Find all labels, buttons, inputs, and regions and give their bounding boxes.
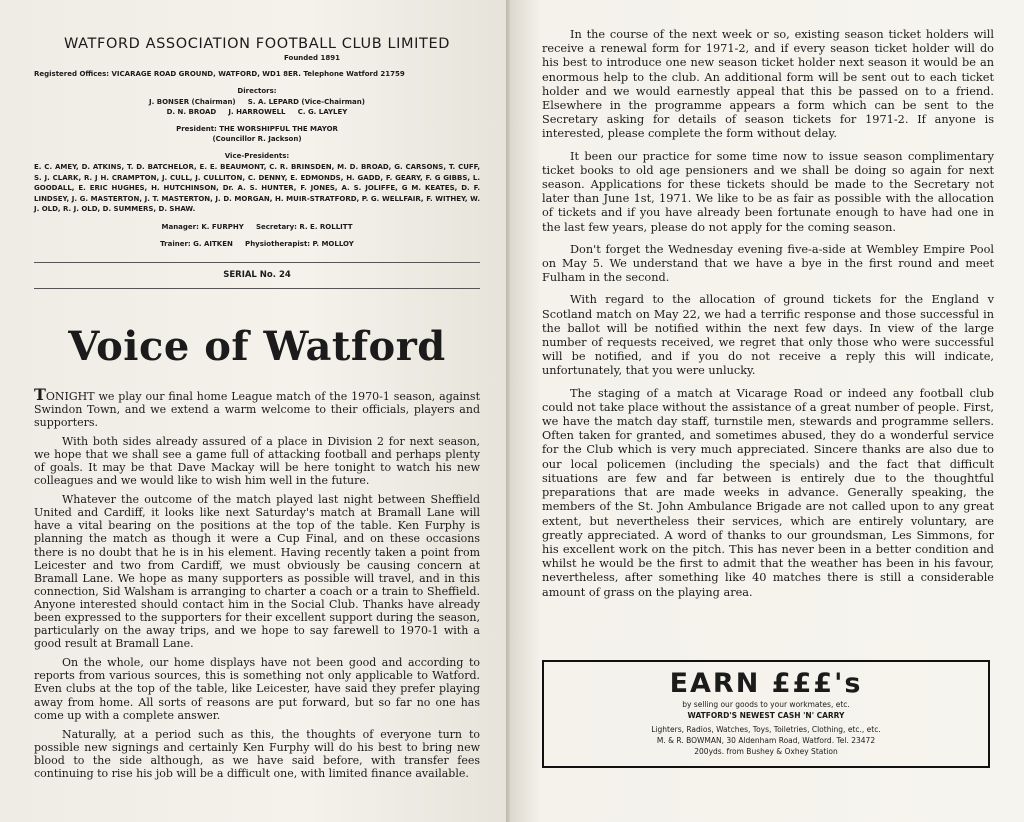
divider-bottom — [34, 288, 480, 289]
paragraph: Whatever the outcome of the match played last night between Sheffield United and Cardiff, it looks like next Saturday's match at Bramall Lane will have a vital bearing on the positions at the top of the table. Ken Furphy is planning the match as though it were a Cup Final, and on these occasions there is no doubt that he is in his element. Having recently taken a point from Leicester and two from Cardiff, we must obviously be causing concern at Bramall Lane. We hope as many supporters as possible will travel, and in this connection, Sid Walsham is arranging to charter a coach or a train to Sheffield. Anyone interested should contact him in the Social Club. Thanks have already been expressed to the supporters for their excellent support during the season, particularly on the away trips, and we hope to say farewell to 1970-1 with a good result at Bramall Lane. — [34, 493, 480, 651]
president-line: President: THE WORSHIPFUL THE MAYOR — [176, 124, 338, 133]
paragraph: Naturally, at a period such as this, the thoughts of everyone turn to possible new signings and certainly Ken Furphy will do his best to bring new blood to the side although, as we have said before, with transfer fees continuing to rise his job will be a difficult one, with limited finance available. — [34, 727, 480, 781]
manager-line: Manager: K. FURPHY Secretary: R. E. ROLLITT — [161, 222, 353, 231]
paragraph: With regard to the allocation of ground tickets for the England v Scotland match on May 22, we had a terrific response and those successful in the ballot will be notified within the next few days. In view of the large number of requests received, we regret that only those who were successful will be notified, and if you do not receive a reply this will indicate, unfortunately, that you were unlucky. — [542, 293, 994, 378]
left-article — [34, 384, 480, 781]
paragraph: It been our practice for some time now to issue season complimentary ticket books to old age pensioners and we shall be doing so again for next season. Applications for these tickets should be made to the Secretary not later than June 1st, 1971. We like to be as fair as possible with the allocation of tickets and if you have already been fortunate enough to have had one in the last few years, please do not apply for the coming season. — [542, 149, 994, 234]
drop-cap: T — [34, 384, 46, 404]
paragraph: In the course of the next week or so, existing season ticket holders will receive a renewal form for 1971-2, and if every season ticket holder will do his best to introduce one new season ticket holder next season it would be an enormous help to the club. An additional form will be sent out to each ticket holder and we would earnestly appeal that this be passed on to a friend. Elsewhere in the programme appears a form which can be sent to the Secretary asking for details of season tickets for 1971-2. If anyone is interested, please complete the form without delay. — [542, 28, 994, 141]
directors-line-2: D. N. BROAD J. HARROWELL C. G. LAYLEY — [166, 108, 348, 116]
earn-advert — [542, 660, 990, 768]
club-name: WATFORD ASSOCIATION FOOTBALL CLUB LIMITED — [64, 36, 450, 52]
directors-label: Directors: — [237, 87, 277, 95]
advert-line-1: by selling our goods to your workmates, etc. — [682, 700, 850, 709]
page-title: Voice of Watford — [68, 322, 446, 370]
advert-line-3: Lighters, Radios, Watches, Toys, Toiletries, Clothing, etc., etc. — [651, 725, 881, 734]
advert-line-2: WATFORD'S NEWEST CASH 'N' CARRY — [687, 711, 845, 720]
directors-line-1: J. BONSER (Chairman) S. A. LEPARD (Vice-Chairman) — [149, 97, 365, 106]
vice-presidents-label: Vice-Presidents: — [224, 151, 290, 160]
serial-number: SERIAL No. 24 — [223, 269, 291, 280]
paragraph: The staging of a match at Vicarage Road or indeed any football club could not take place without the assistance of a great number of people. First, we have the match day staff, turnstile men, stewards and programme sellers. Often taken for granted, and sometimes abused, they do a wonderful service for the Club which is very much appreciated. Sincere thanks are also due to our local policemen (including the specials) and the fact that difficult situations are few and far between is entirely due to the thoughtful preparations that are made weeks in advance. Generally speaking, the members of the St. John Ambulance Brigade are not called upon to any great extent, but nevertheless their services, which are entirely voluntary, are greatly appreciated. A word of thanks to our groundsman, Les Simmons, for his excellent work on the pitch. This has never been in a better condition and whilst he would be the first to admit that the weather has been in his favour, nevertheless, after something like 40 matches there is still a considerable amount of grass on the playing area. — [542, 386, 994, 599]
paragraph: With both sides already assured of a place in Division 2 for next season, we hope that we shall see a game full of attacking football and perhaps plenty of goals. It may be that Dave Mackay will be here tonight to watch his new colleagues and we would like to wish him well in the future. — [34, 434, 480, 488]
registered-offices: Registered Offices: VICARAGE ROAD GROUND, WATFORD, WD1 8ER. Telephone Watford 21759 — [34, 70, 405, 78]
advert-line-4: M. & R. BOWMAN, 30 Aldenham Road, Watford. Tel. 23472 — [656, 736, 876, 745]
paragraph: On the whole, our home displays have not been good and according to reports from various sources, this is something not only applicable to Watford. Even clubs at the top of the table, like Leicester, have said they prefer playing away from home. All sorts of reasons are put forward, but so far no one has come up with a complete answer. — [34, 656, 480, 722]
trainer-line: Trainer: G. AITKEN Physiotherapist: P. MOLLOY — [160, 240, 354, 248]
paragraph: TONIGHT we play our final home League match of the 1970-1 season, against Swindon Town, and we extend a warm welcome to their officials, players and supporters. — [34, 384, 480, 429]
president-subline: (Councillor R. Jackson) — [212, 135, 302, 143]
founded-line: Founded 1891 — [284, 54, 340, 62]
advert-line-5: 200yds. from Bushey & Oxhey Station — [694, 747, 838, 756]
right-page — [510, 0, 1024, 822]
paragraph: Don't forget the Wednesday evening five-a-side at Wembley Empire Pool on May 5. We understand that we have a bye in the first round and meet Fulham in the second. — [542, 242, 994, 285]
advert-headline: EARN £££'s — [669, 668, 863, 699]
left-page — [0, 0, 510, 822]
right-article — [542, 28, 994, 600]
vice-presidents-list: E. C. AMEY, D. ATKINS, T. D. BATCHELOR, E. E. BEAUMONT, C. R. BRINSDEN, M. D. BROAD, G. CARSONS, T. CUFF, S. J. CLARK, R. J H. CRAMPTON, J. CULL, J. CULLITON, C. DENNY, E. EDMONDS, H. GADD, F. GEARY, F. G GIBBS, L. GOODALL, E. ERIC HUGHES, H. HUTCHINSON, Dr. A. S. HUNTER, F. JONES, A. S. JOLIFFE, G M. KEATES, D. F. LINDSEY, J. G. MASTERTON, J. T. MASTERTON, J. D. MORGAN, H. MUIR-STRATFORD, P. G. WELLFAIR, F. WITHEY, W. J. OLD, R. J. OLD, D. SUMMERS, D. SHAW. — [34, 163, 480, 213]
